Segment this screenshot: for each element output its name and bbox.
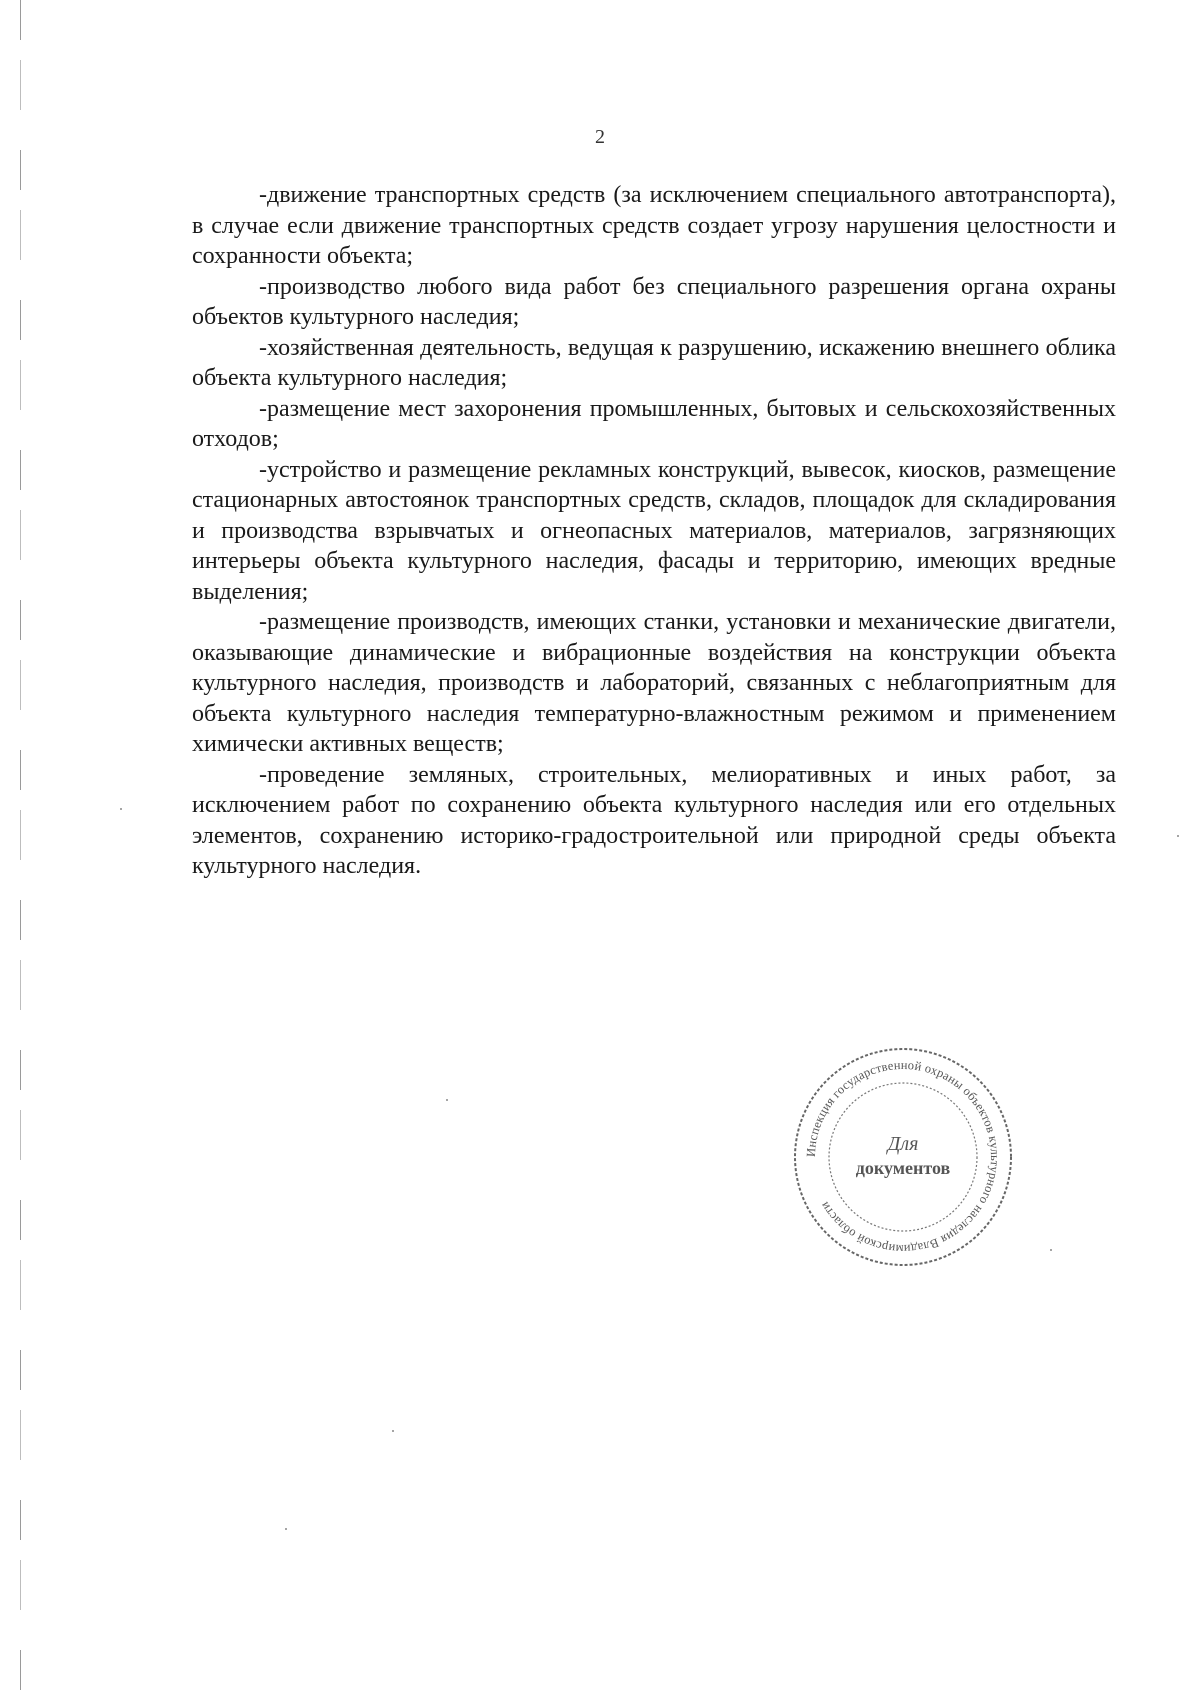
scan-speck xyxy=(392,1430,394,1432)
paragraph: -размещение производств, имеющих станки, установки и механические двигатели, оказывающие динамические и вибрационные воздействия на конструкции объекта культурного наследия, производств и лабораторий, связанных с неблагоприятным для объекта культурного наследия температурно-влажностным режимом и применением химически активных веществ; xyxy=(192,609,1116,757)
scan-speck xyxy=(1050,1249,1052,1251)
official-stamp xyxy=(788,1042,1018,1272)
stamp-inner-ring xyxy=(829,1083,977,1231)
stamp-ring-textpath: Инспекция государственной охраны объектов культурного наследия Владимирской области xyxy=(803,1057,1003,1257)
stamp-center-line-1: Для xyxy=(887,1133,919,1155)
stamp-outer-ring xyxy=(795,1049,1011,1265)
scan-speck xyxy=(120,808,122,810)
scan-edge xyxy=(20,0,21,1690)
page-number: 2 xyxy=(595,126,605,148)
paragraph: -устройство и размещение рекламных конструкций, вывесок, киосков, размещение стационарных автостоянок транспортных средств, складов, площадок для складирования и производства взрывчатых и огнеопасных материалов, материалов, загрязняющих интерьеры объекта культурного наследия, фасады и территорию, имеющих вредные выделения; xyxy=(192,456,1116,605)
scan-speck xyxy=(1177,835,1179,837)
paragraph: -размещение мест захоронения промышленных, бытовых и сельскохозяйственных отходов; xyxy=(192,395,1116,452)
scan-speck xyxy=(446,1099,448,1101)
paragraph: -производство любого вида работ без специального разрешения органа охраны объектов культурного наследия; xyxy=(192,273,1116,330)
stamp-center-line-2: документов xyxy=(855,1158,951,1178)
scan-speck xyxy=(285,1528,287,1530)
paragraph: -проведение земляных, строительных, мелиоративных и иных работ, за исключением работ по сохранению объекта культурного наследия или его отдельных элементов, сохранению историко-градостроительной или природной среды объекта культурного наследия. xyxy=(192,761,1116,879)
document-body xyxy=(192,180,1116,882)
paragraph: -хозяйственная деятельность, ведущая к разрушению, искажению внешнего облика объекта культурного наследия; xyxy=(192,334,1116,391)
paragraph: -движение транспортных средств (за исключением специального автотранспорта), в случае если движение транспортных средств создает угрозу нарушения целостности и сохранности объекта; xyxy=(192,182,1116,269)
